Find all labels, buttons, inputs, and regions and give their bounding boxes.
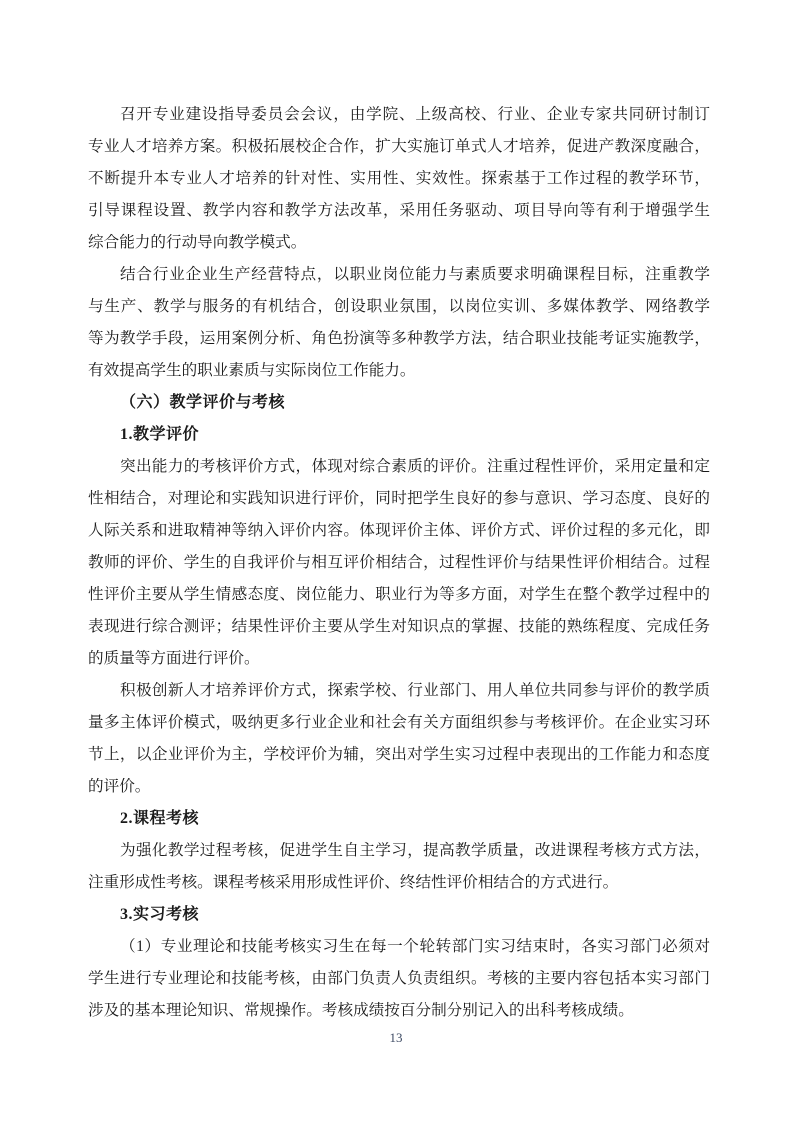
paragraph-line: 人际关系和进取精神等纳入评价内容。体现评价主体、评价方式、评价过程的多元化，即	[88, 522, 710, 539]
paragraph-line: 不断提升本专业人才培养的针对性、实用性、实效性。探索基于工作过程的教学环节，	[88, 170, 710, 187]
paragraph-line: 教师的评价、学生的自我评价与相互评价相结合，过程性评价与结果性评价相结合。过程	[88, 554, 710, 571]
paragraph-line: 突出能力的考核评价方式，体现对综合素质的评价。注重过程性评价，采用定量和定	[120, 458, 710, 475]
paragraph-line: 性相结合，对理论和实践知识进行评价，同时把学生良好的参与意识、学习态度、良好的	[88, 490, 710, 507]
paragraph-line: 的评价。	[88, 778, 151, 795]
paragraph-line: 专业人才培养方案。积极拓展校企合作，扩大实施订单式人才培养，促进产教深度融合，	[88, 138, 710, 155]
section-heading: 2.课程考核	[120, 810, 200, 827]
paragraph-line: 结合行业企业生产经营特点，以职业岗位能力与素质要求明确课程目标，注重教学	[120, 266, 710, 283]
paragraph-line: 有效提高学生的职业素质与实际岗位工作能力。	[88, 362, 416, 379]
paragraph-line: 表现进行综合测评；结果性评价主要从学生对知识点的掌握、技能的熟练程度、完成任务	[88, 618, 710, 635]
paragraph-line: 量多主体评价模式，吸纳更多行业企业和社会有关方面组织参与考核评价。在企业实习环	[88, 714, 710, 731]
paragraph-line: 等为教学手段，运用案例分析、角色扮演等多种教学方法，结合职业技能考证实施教学，	[88, 330, 710, 347]
paragraph-line: 综合能力的行动导向教学模式。	[88, 234, 307, 251]
paragraph-line: 积极创新人才培养评价方式，探索学校、行业部门、用人单位共同参与评价的教学质	[120, 682, 710, 699]
paragraph-line: 与生产、教学与服务的有机结合，创设职业氛围，以岗位实训、多媒体教学、网络教学	[88, 298, 710, 315]
paragraph-line: （1）专业理论和技能考核实习生在每一个轮转部门实习结束时，各实习部门必须对	[120, 938, 710, 955]
section-heading: （六）教学评价与考核	[120, 394, 286, 411]
page-number: 13	[389, 1030, 403, 1045]
paragraph-line: 召开专业建设指导委员会会议，由学院、上级高校、行业、企业专家共同研讨制订	[120, 106, 710, 123]
paragraph-line: 注重形成性考核。课程考核采用形成性评价、终结性评价相结合的方式进行。	[88, 874, 619, 891]
section-heading: 3.实习考核	[120, 906, 200, 923]
paragraph-line: 学生进行专业理论和技能考核，由部门负责人负责组织。考核的主要内容包括本实习部门	[88, 970, 710, 987]
paragraph-line: 为强化教学过程考核，促进学生自主学习，提高教学质量，改进课程考核方式方法，	[120, 842, 710, 859]
paragraph-line: 涉及的基本理论知识、常规操作。考核成绩按百分制分别记入的出科考核成绩。	[88, 1002, 634, 1019]
paragraph-line: 节上，以企业评价为主，学校评价为辅，突出对学生实习过程中表现出的工作能力和态度	[88, 746, 710, 763]
document-content	[88, 99, 710, 1027]
paragraph-line: 引导课程设置、教学内容和教学方法改革，采用任务驱动、项目导向等有利于增强学生	[88, 202, 710, 219]
paragraph-line: 的质量等方面进行评价。	[88, 650, 260, 667]
paragraph-line: 性评价主要从学生情感态度、岗位能力、职业行为等多方面，对学生在整个教学过程中的	[88, 586, 710, 603]
section-heading: 1.教学评价	[120, 426, 200, 443]
